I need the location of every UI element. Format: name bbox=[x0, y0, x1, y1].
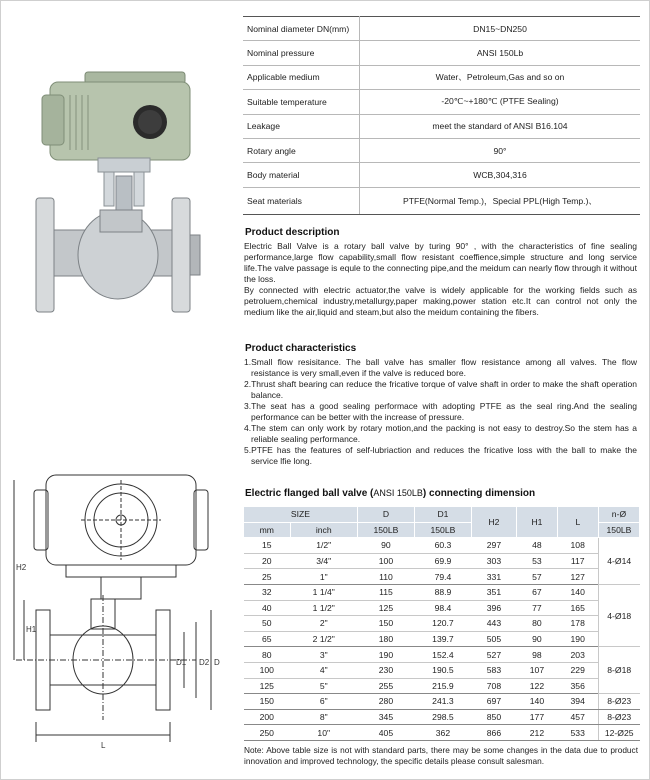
cell-h2: 297 bbox=[471, 538, 516, 554]
cell-d1: 241.3 bbox=[414, 694, 471, 710]
table-row bbox=[244, 553, 640, 569]
drawing-label-d2: D2 bbox=[199, 658, 210, 667]
dimension-heading-post: ) connecting dimension bbox=[422, 488, 536, 499]
spec-row bbox=[243, 138, 640, 162]
cell-inch: 10" bbox=[290, 725, 357, 741]
list-item: 2.Thrust shaft bearing can reduce the fricative torque of valve shaft in order to make the shaft operation balance. bbox=[244, 379, 637, 400]
cell-h2: 396 bbox=[471, 600, 516, 616]
cell-n-phi: 8-Ø18 bbox=[598, 647, 639, 694]
cell-h2: 303 bbox=[471, 553, 516, 569]
cell-h2: 331 bbox=[471, 569, 516, 585]
cell-d1: 139.7 bbox=[414, 631, 471, 647]
spec-table bbox=[243, 16, 640, 215]
characteristics-heading: Product characteristics bbox=[245, 343, 357, 354]
cell-d1: 60.3 bbox=[414, 538, 471, 554]
valve-photo bbox=[30, 50, 210, 350]
cell-h1: 57 bbox=[516, 569, 557, 585]
cell-h1: 67 bbox=[516, 584, 557, 600]
cell-h1: 80 bbox=[516, 616, 557, 632]
table-row bbox=[244, 538, 640, 554]
cell-inch: 3/4" bbox=[290, 553, 357, 569]
spec-row bbox=[243, 17, 640, 41]
cell-d1: 362 bbox=[414, 725, 471, 741]
cell-inch: 1" bbox=[290, 569, 357, 585]
cell-d1: 120.7 bbox=[414, 616, 471, 632]
cell-d1: 69.9 bbox=[414, 553, 471, 569]
cell-d1: 98.4 bbox=[414, 600, 471, 616]
cell-h2: 866 bbox=[471, 725, 516, 741]
cell-l: 178 bbox=[557, 616, 598, 632]
cell-inch: 3" bbox=[290, 647, 357, 663]
table-row bbox=[244, 616, 640, 632]
cell-l: 117 bbox=[557, 553, 598, 569]
spec-row bbox=[243, 187, 640, 214]
cell-h1: 107 bbox=[516, 662, 557, 678]
spec-row bbox=[243, 163, 640, 187]
cell-d: 150 bbox=[357, 616, 414, 632]
spec-value: Water、Petroleum,Gas and so on bbox=[360, 65, 641, 89]
cell-d1: 215.9 bbox=[414, 678, 471, 694]
cell-mm: 20 bbox=[244, 553, 291, 569]
cell-l: 108 bbox=[557, 538, 598, 554]
table-row bbox=[244, 631, 640, 647]
cell-h2: 850 bbox=[471, 709, 516, 725]
cell-l: 203 bbox=[557, 647, 598, 663]
cell-mm: 50 bbox=[244, 616, 291, 632]
cell-d: 230 bbox=[357, 662, 414, 678]
cell-d: 90 bbox=[357, 538, 414, 554]
cell-h1: 212 bbox=[516, 725, 557, 741]
cell-n-phi: 4-Ø18 bbox=[598, 584, 639, 646]
cell-inch: 2 1/2" bbox=[290, 631, 357, 647]
cell-h2: 583 bbox=[471, 662, 516, 678]
spec-value: WCB,304,316 bbox=[360, 163, 641, 187]
cell-l: 127 bbox=[557, 569, 598, 585]
drawing-label-l: L bbox=[101, 741, 106, 750]
cell-d1: 79.4 bbox=[414, 569, 471, 585]
cell-mm: 32 bbox=[244, 584, 291, 600]
cell-mm: 80 bbox=[244, 647, 291, 663]
cell-h1: 90 bbox=[516, 631, 557, 647]
cell-l: 356 bbox=[557, 678, 598, 694]
drawing-label-h1: H1 bbox=[26, 625, 37, 634]
cell-h2: 505 bbox=[471, 631, 516, 647]
cell-h1: 53 bbox=[516, 553, 557, 569]
header-size: SIZE bbox=[244, 507, 358, 523]
spec-row bbox=[243, 114, 640, 138]
header-inch: inch bbox=[290, 522, 357, 538]
cell-h2: 527 bbox=[471, 647, 516, 663]
characteristics-list bbox=[244, 357, 637, 467]
cell-n-phi: 8-Ø23 bbox=[598, 694, 639, 710]
cell-mm: 200 bbox=[244, 709, 291, 725]
table-row bbox=[244, 725, 640, 741]
cell-l: 394 bbox=[557, 694, 598, 710]
spec-row bbox=[243, 41, 640, 65]
spec-label: Seat materials bbox=[243, 187, 360, 214]
cell-mm: 150 bbox=[244, 694, 291, 710]
table-row bbox=[244, 647, 640, 663]
cell-inch: 1 1/4" bbox=[290, 584, 357, 600]
header-d1: D1 bbox=[414, 507, 471, 523]
cell-l: 533 bbox=[557, 725, 598, 741]
cell-d: 115 bbox=[357, 584, 414, 600]
cell-inch: 1/2" bbox=[290, 538, 357, 554]
spec-label: Applicable medium bbox=[243, 65, 360, 89]
description-text bbox=[244, 241, 637, 318]
list-item: 4.The stem can only work by rotary motion,and the packing is not easy to destroy.So the stem has a reliable sealing performance. bbox=[244, 423, 637, 444]
cell-h1: 140 bbox=[516, 694, 557, 710]
cell-l: 229 bbox=[557, 662, 598, 678]
spec-value: 90° bbox=[360, 138, 641, 162]
cell-d: 255 bbox=[357, 678, 414, 694]
cell-d: 280 bbox=[357, 694, 414, 710]
header-l: L bbox=[557, 507, 598, 538]
cell-d: 100 bbox=[357, 553, 414, 569]
footnote: Note: Above table size is not with standard parts, there may be some changes in the data due to product innovation and improved technology, the specific details please consult salesman. bbox=[244, 745, 638, 766]
header-d-class: 150LB bbox=[357, 522, 414, 538]
spec-row bbox=[243, 65, 640, 89]
dimension-table bbox=[243, 506, 640, 741]
spec-value: ANSI 150Lb bbox=[360, 41, 641, 65]
spec-value: meet the standard of ANSI B16.104 bbox=[360, 114, 641, 138]
cell-h1: 98 bbox=[516, 647, 557, 663]
cell-mm: 125 bbox=[244, 678, 291, 694]
dimension-heading-pre: Electric flanged ball valve ( bbox=[245, 488, 374, 499]
list-item: 1.Small flow resisitance. The ball valve has smaller flow resistance among all valves. The flow resistance is very small,even if the valve is reduced bore. bbox=[244, 357, 637, 378]
cell-n-phi: 8-Ø23 bbox=[598, 709, 639, 725]
cell-mm: 250 bbox=[244, 725, 291, 741]
spec-label: Leakage bbox=[243, 114, 360, 138]
cell-mm: 25 bbox=[244, 569, 291, 585]
cell-d: 345 bbox=[357, 709, 414, 725]
header-h1: H1 bbox=[516, 507, 557, 538]
spec-label: Nominal diameter DN(mm) bbox=[243, 17, 360, 41]
table-row bbox=[244, 694, 640, 710]
cell-mm: 15 bbox=[244, 538, 291, 554]
spec-value: DN15~DN250 bbox=[360, 17, 641, 41]
cell-d1: 88.9 bbox=[414, 584, 471, 600]
spec-row bbox=[243, 90, 640, 114]
table-row bbox=[244, 662, 640, 678]
cell-mm: 40 bbox=[244, 600, 291, 616]
drawing-label-d: D bbox=[214, 658, 220, 667]
cell-inch: 8" bbox=[290, 709, 357, 725]
header-n-phi: n-Ø bbox=[598, 507, 639, 523]
description-paragraph-1: Electric Ball Valve is a rotary ball valve by turing 90° , with the characteristics of fine sealing performance,large flow capability,small flow resistant coeffience,simple structure and long service life.The valve passage is equle to the connecting pipe,and the meidum can nearly flow through it without the loss. bbox=[244, 241, 637, 284]
cell-inch: 6" bbox=[290, 694, 357, 710]
cell-mm: 100 bbox=[244, 662, 291, 678]
cell-h1: 177 bbox=[516, 709, 557, 725]
cell-d: 405 bbox=[357, 725, 414, 741]
cell-mm: 65 bbox=[244, 631, 291, 647]
header-d: D bbox=[357, 507, 414, 523]
dimension-heading-standard: ANSI 150LB bbox=[373, 488, 423, 498]
header-d1-class: 150LB bbox=[414, 522, 471, 538]
table-row bbox=[244, 600, 640, 616]
spec-label: Nominal pressure bbox=[243, 41, 360, 65]
header-mm: mm bbox=[244, 522, 291, 538]
cell-h2: 697 bbox=[471, 694, 516, 710]
table-row bbox=[244, 584, 640, 600]
cell-h1: 122 bbox=[516, 678, 557, 694]
drawing-label-d1: D1 bbox=[176, 658, 187, 667]
list-item: 3.The seat has a good sealing performace with adopting PTFE as the seal ring.And the sealing performance can be better with the increase of pressure. bbox=[244, 401, 637, 422]
cell-h2: 443 bbox=[471, 616, 516, 632]
cell-inch: 5" bbox=[290, 678, 357, 694]
table-row bbox=[244, 678, 640, 694]
table-row bbox=[244, 569, 640, 585]
cell-d: 190 bbox=[357, 647, 414, 663]
valve-dimension-drawing bbox=[6, 460, 236, 760]
spec-label: Body material bbox=[243, 163, 360, 187]
cell-d: 110 bbox=[357, 569, 414, 585]
cell-inch: 2" bbox=[290, 616, 357, 632]
spec-label: Rotary angle bbox=[243, 138, 360, 162]
cell-h2: 708 bbox=[471, 678, 516, 694]
cell-d: 125 bbox=[357, 600, 414, 616]
drawing-label-h2: H2 bbox=[16, 563, 27, 572]
cell-d: 180 bbox=[357, 631, 414, 647]
cell-l: 457 bbox=[557, 709, 598, 725]
list-item: 5.PTFE has the features of self-lubriaction and reduces the fricative loss with the ball to make the service lfie long. bbox=[244, 445, 637, 466]
cell-l: 165 bbox=[557, 600, 598, 616]
dimension-heading bbox=[245, 488, 535, 499]
table-row bbox=[244, 709, 640, 725]
cell-l: 190 bbox=[557, 631, 598, 647]
cell-h1: 77 bbox=[516, 600, 557, 616]
header-n-class: 150LB bbox=[598, 522, 639, 538]
header-h2: H2 bbox=[471, 507, 516, 538]
cell-n-phi: 12-Ø25 bbox=[598, 725, 639, 741]
description-paragraph-2: By connected with electric actuator,the valve is widely applicable for the working fields such as petroluem,chemical industry,metallurgy,paper making,power station etc.It can control not only the medium like the air,liquid and steam,but also the meidum containing the fibers. bbox=[244, 285, 637, 317]
description-heading: Product description bbox=[245, 227, 340, 238]
spec-value: PTFE(Normal Temp.)，Special PPL(High Temp.)、 bbox=[360, 187, 641, 214]
spec-label: Suitable temperature bbox=[243, 90, 360, 114]
cell-h1: 48 bbox=[516, 538, 557, 554]
cell-d1: 298.5 bbox=[414, 709, 471, 725]
cell-inch: 1 1/2" bbox=[290, 600, 357, 616]
cell-inch: 4" bbox=[290, 662, 357, 678]
spec-value: -20℃~+180℃ (PTFE Sealing) bbox=[360, 90, 641, 114]
cell-d1: 152.4 bbox=[414, 647, 471, 663]
cell-h2: 351 bbox=[471, 584, 516, 600]
cell-n-phi: 4-Ø14 bbox=[598, 538, 639, 585]
cell-l: 140 bbox=[557, 584, 598, 600]
cell-d1: 190.5 bbox=[414, 662, 471, 678]
